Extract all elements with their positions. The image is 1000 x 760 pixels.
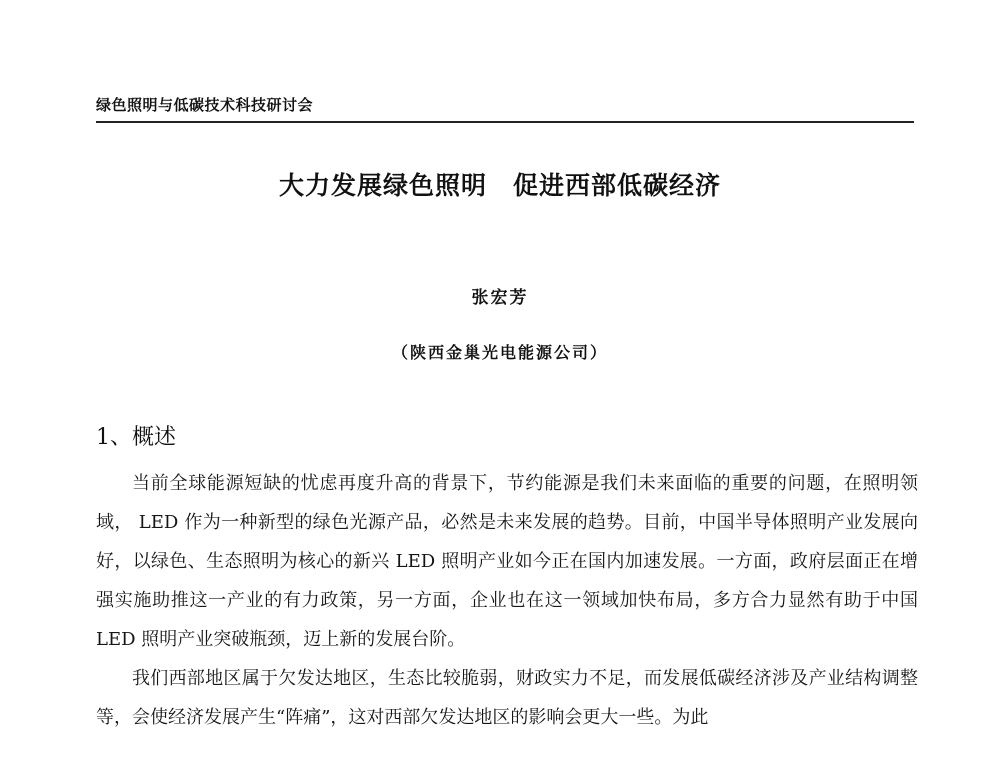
header-rule (96, 121, 914, 123)
section-heading: 1、概述 (96, 425, 176, 450)
article-title: 大力发展绿色照明 促进西部低碳经济 (278, 171, 721, 200)
body-text (96, 464, 918, 737)
author-affiliation: （陕西金巢光电能源公司） (391, 343, 608, 362)
running-header: 绿色照明与低碳技术科技研讨会 (96, 96, 314, 114)
author-name: 张宏芳 (471, 288, 529, 308)
paragraph-1: 当前全球能源短缺的忧虑再度升高的背景下，节约能源是我们未来面临的重要的问题，在照明领域， LED 作为一种新型的绿色光源产品，必然是未来发展的趋势。目前，中国半导体照明产业发展向好，以绿色、生态照明为核心的新兴 LED 照明产业如今正在国内加速发展。一方面，政府层面正在增强实施助推这一产业的有力政策，另一方面，企业也在这一领域加快布局，多方合力显然有助于中国 LED 照明产业突破瓶颈，迈上新的发展台阶。 (96, 473, 918, 650)
paragraph-2: 我们西部地区属于欠发达地区，生态比较脆弱，财政实力不足，而发展低碳经济涉及产业结构调整等，会使经济发展产生“阵痛”，这对西部欠发达地区的影响会更大一些。为此 (96, 668, 918, 728)
